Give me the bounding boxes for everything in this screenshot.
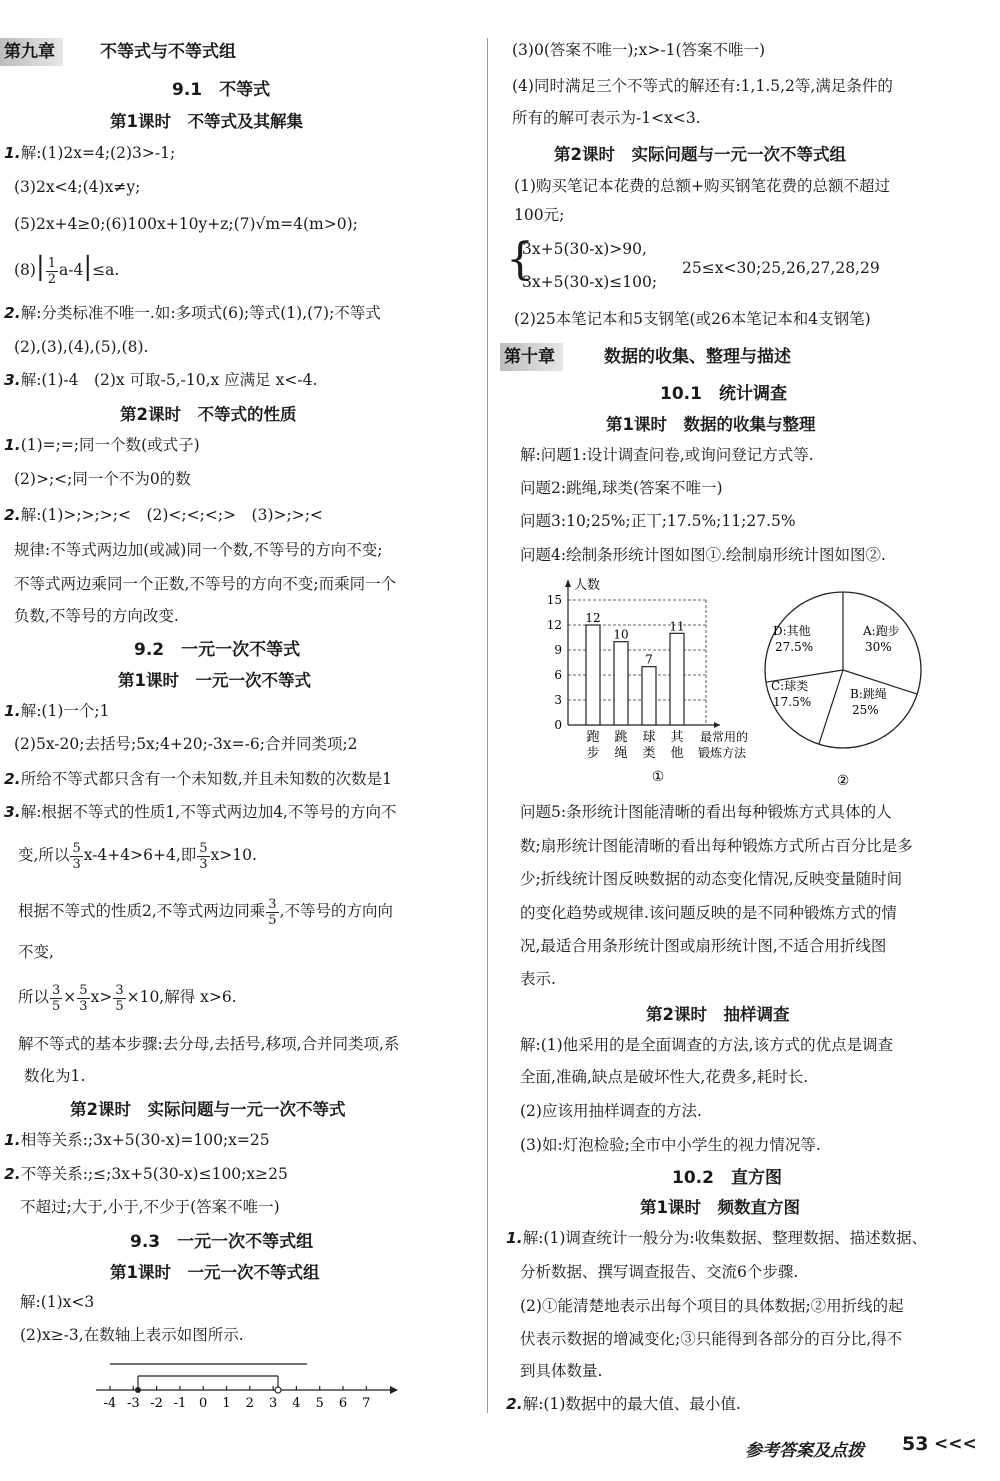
q2-line-a: 2.解:分类标准不唯一.如:多项式(6);等式(1),(7);不等式 <box>4 304 381 322</box>
axis-tick-label: 7 <box>362 1396 371 1411</box>
axis-tick-label: -1 <box>173 1396 187 1411</box>
lesson-title: 第1课时 不等式及其解集 <box>110 112 303 131</box>
pie-slice-value: 30% <box>865 640 892 654</box>
y-tick-label: 0 <box>554 718 562 732</box>
y-tick-label: 3 <box>554 693 562 707</box>
bar-value-label: 11 <box>669 619 685 634</box>
chapter-tag: 第十章 <box>500 343 563 371</box>
lesson-title: 第1课时 频数直方图 <box>640 1198 800 1217</box>
p2-line-d: 负数,不等号的方向改变. <box>14 607 179 625</box>
pie-slice-label: C:球类 <box>771 679 809 693</box>
chart-caption: ① <box>651 769 665 785</box>
pie-slice-value: 25% <box>852 703 879 717</box>
x-line-7: 少;折线统计图反映数据的动态变化情况,反映变量随时间 <box>520 870 903 888</box>
pie-slice-value: 17.5% <box>773 695 812 709</box>
w-line-4: (2)25本笔记本和5支钢笔(或26本笔记本和4支钢笔) <box>514 310 871 328</box>
p2-line-b: 规律:不等式两边加(或减)同一个数,不等号的方向不变; <box>14 541 383 559</box>
axis-tick-label: 3 <box>268 1396 278 1411</box>
y-tick-label: 9 <box>554 643 562 657</box>
bar <box>614 642 628 725</box>
lesson-title: 第2课时 不等式的性质 <box>120 405 297 424</box>
axis-tick-label: -2 <box>150 1396 163 1411</box>
chapter-title: 数据的收集、整理与描述 <box>604 347 791 367</box>
footer-label: 参考答案及点拨 <box>745 1441 864 1461</box>
x-line-10: 表示. <box>520 970 556 988</box>
axis-tick-label: 2 <box>245 1396 254 1411</box>
q2-line-b: (2),(3),(4),(5),(8). <box>14 338 149 356</box>
z-line-6: 2.解:(1)数据中的最大值、最小值. <box>506 1395 741 1413</box>
axis-tick-label: 5 <box>315 1396 324 1411</box>
w-line-1: (1)购买笔记本花费的总额+购买钢笔花费的总额不超过 <box>514 177 890 195</box>
bar <box>642 667 656 725</box>
bar <box>586 625 600 725</box>
pie-slice-label: A:跑步 <box>863 624 900 638</box>
category-label-char: 步 <box>586 746 600 761</box>
lesson-title: 第1课时 一元一次不等式组 <box>110 1263 320 1282</box>
u2-line-a: 2.不等关系:;≤;3x+5(30-x)≤100;x≥25 <box>4 1165 288 1183</box>
category-label-char: 球 <box>642 730 656 745</box>
q1-line-d: (8)| $\frac{1}{2}$ a-4|≤a. <box>14 252 120 287</box>
chart-caption: ② <box>836 773 850 789</box>
axis-tick-label: 0 <box>199 1396 208 1411</box>
p2-line-a: 2.解:(1)>;>;>;< (2)<;<;<;> (3)>;>;< <box>4 506 323 524</box>
z-line-2: 分析数据、撰写调查报告、交流6个步骤. <box>520 1263 799 1281</box>
chapter-title: 不等式与不等式组 <box>100 42 236 62</box>
x-line-2: 问题2:跳绳,球类(答案不唯一) <box>520 479 723 497</box>
axis-tick-label: -3 <box>126 1396 140 1411</box>
r3-line-e: 所以 $\frac{3}{5}$ × $\frac{5}{3}$ x> $\frac{3}{5}$ ×10,解得 x>6. <box>18 982 237 1014</box>
chapter-tag: 第九章 <box>0 38 63 66</box>
category-label-char: 其 <box>670 730 684 745</box>
category-label-char: 跑 <box>586 730 600 745</box>
category-label-char: 绳 <box>614 746 628 761</box>
u1-line: 1.相等关系:;3x+5(30-x)=100;x=25 <box>4 1131 270 1149</box>
y-tick-label: 15 <box>546 593 562 607</box>
category-label-char: 跳 <box>614 730 628 745</box>
x-line-4: 问题4:绘制条形统计图如图①.绘制扇形统计图如图②. <box>520 546 886 564</box>
y-line-3: (2)应该用抽样调查的方法. <box>520 1102 702 1120</box>
v-line-a: 解:(1)x<3 <box>20 1293 95 1311</box>
w-line-3a: 3x+5(30-x)>90, <box>522 240 647 258</box>
lesson-title: 第2课时 抽样调查 <box>646 1005 790 1024</box>
x-axis-label-line: 锻炼方法 <box>698 746 747 760</box>
x-line-8: 的变化趋势或规律.该问题反映的是不同种锻炼方式的情 <box>520 904 897 922</box>
z-line-3: (2)①能清楚地表示出每个项目的具体数据;②用折线的起 <box>520 1297 904 1315</box>
section-title-9-2: 9.2 一元一次不等式 <box>134 640 301 660</box>
u2-line-b: 不超过;大于,小于,不少于(答案不唯一) <box>20 1198 280 1216</box>
x-line-3: 问题3:10;25%;正丅;17.5%;11;27.5% <box>520 512 796 530</box>
bar-chart <box>540 575 770 790</box>
axis-tick-label: 4 <box>292 1396 301 1411</box>
w-line-3b: 3x+5(30-x)≤100; <box>522 273 658 291</box>
y-tick-label: 6 <box>554 668 562 682</box>
page-number: 53 <box>902 1433 929 1455</box>
category-label-char: 类 <box>642 746 656 761</box>
z-line-1: 1.解:(1)调查统计一般分为:收集数据、整理数据、描述数据、 <box>506 1229 928 1247</box>
r-top-1: (3)0(答案不唯一);x>-1(答案不唯一) <box>512 41 766 59</box>
y-line-2: 全面,准确,缺点是破坏性大,花费多,耗时长. <box>520 1068 809 1086</box>
footer-arrows: <<< <box>934 1434 977 1454</box>
w-line-3c: 25≤x<30;25,26,27,28,29 <box>682 259 880 277</box>
r3-line-d: 不变, <box>18 943 54 961</box>
lesson-title: 第1课时 数据的收集与整理 <box>606 415 816 434</box>
bar-value-label: 12 <box>585 611 601 625</box>
q3-line: 3.解:(1)-4 (2)x 可取-5,-10,x 应满足 x<-4. <box>4 371 318 389</box>
category-label-char: 他 <box>670 746 684 761</box>
lesson-title: 第2课时 实际问题与一元一次不等式组 <box>554 145 846 164</box>
axis-tick-label: 6 <box>338 1396 348 1411</box>
number-line <box>90 1352 400 1412</box>
x-line-6: 数;扇形统计图能清晰的看出每种锻炼方式所占百分比是多 <box>520 837 913 855</box>
q1-line-b: (3)2x<4;(4)x≠y; <box>14 178 141 196</box>
y-tick-label: 12 <box>546 618 562 632</box>
x-line-1: 解:问题1:设计调查问卷,或询问登记方式等. <box>520 446 814 464</box>
w-line-2: 100元; <box>514 206 565 224</box>
section-title-10-2: 10.2 直方图 <box>672 1168 782 1188</box>
v-line-b: (2)x≥-3,在数轴上表示如图所示. <box>20 1326 244 1344</box>
r3-line-b: 变,所以 $\frac{5}{3}$ x-4+4>6+4,即 $\frac{5}{3}$ x>10. <box>18 840 257 872</box>
x-line-9: 况,最适合用条形统计图或扇形统计图,不适合用折线图 <box>520 937 887 955</box>
x-axis-label-line: 最常用的 <box>700 730 749 744</box>
system-brace: { <box>506 234 534 285</box>
x-line-5: 问题5:条形统计图能清晰的看出每种锻炼方式具体的人 <box>520 803 892 821</box>
lesson-title: 第1课时 一元一次不等式 <box>118 671 311 690</box>
section-title-9-1: 9.1 不等式 <box>172 80 271 100</box>
bar-value-label: 7 <box>645 652 653 667</box>
x-axis-arrow <box>714 722 720 728</box>
p1-line-a: 1.(1)=;=;同一个数(或式子) <box>4 436 200 454</box>
pie-slice-value: 27.5% <box>775 640 814 654</box>
r-top-3: 所有的解可表示为-1<x<3. <box>512 109 701 127</box>
q1-line-a: 1.解:(1)2x=4;(2)3>-1; <box>4 144 176 162</box>
axis-tick-label: 1 <box>222 1396 231 1411</box>
pie-slice-label: B:跳绳 <box>850 687 887 701</box>
pie-chart <box>755 590 945 790</box>
y-axis-label: 人数 <box>574 578 601 593</box>
column-divider <box>487 38 488 1413</box>
q1-line-c: (5)2x+4≥0;(6)100x+10y+z;(7)√m=4(m>0); <box>14 215 358 233</box>
axis-tick-label: -4 <box>103 1396 117 1411</box>
z-line-5: 到具体数量. <box>520 1362 603 1380</box>
r3-line-f: 解不等式的基本步骤:去分母,去括号,移项,合并同类项,系 <box>18 1035 400 1053</box>
r1-line-a: 1.解:(1)一个;1 <box>4 702 110 720</box>
r3-line-a: 3.解:根据不等式的性质1,不等式两边加4,不等号的方向不 <box>4 803 397 821</box>
r3-line-g: 数化为1. <box>24 1067 86 1085</box>
section-title-10-1: 10.1 统计调查 <box>660 384 787 404</box>
p2-line-c: 不等式两边乘同一个正数,不等号的方向不变;而乘同一个 <box>14 575 397 593</box>
section-title-9-3: 9.3 一元一次不等式组 <box>130 1232 314 1252</box>
r-top-2: (4)同时满足三个不等式的解还有:1,1.5,2等,满足条件的 <box>512 77 893 95</box>
y-axis-arrow <box>565 579 571 587</box>
bar <box>670 633 684 725</box>
r3-line-c: 根据不等式的性质2,不等式两边同乘 $\frac{3}{5}$ ,不等号的方向向 <box>18 896 394 928</box>
y-line-4: (3)如:灯泡检验;全市中小学生的视力情况等. <box>520 1136 821 1154</box>
bar-value-label: 10 <box>613 627 629 642</box>
y-line-1: 解:(1)他采用的是全面调查的方法,该方式的优点是调查 <box>520 1036 894 1054</box>
z-line-4: 伏表示数据的增减变化;③只能得到各部分的百分比,得不 <box>520 1330 903 1348</box>
lesson-title: 第2课时 实际问题与一元一次不等式 <box>70 1100 346 1119</box>
p1-line-b: (2)>;<;同一个不为0的数 <box>14 470 191 488</box>
r1-line-b: (2)5x-20;去括号;5x;4+20;-3x=-6;合并同类项;2 <box>14 735 358 753</box>
pie-slice-label: D:其他 <box>773 624 811 638</box>
r2-line: 2.所给不等式都只含有一个未知数,并且未知数的次数是1 <box>4 770 392 788</box>
